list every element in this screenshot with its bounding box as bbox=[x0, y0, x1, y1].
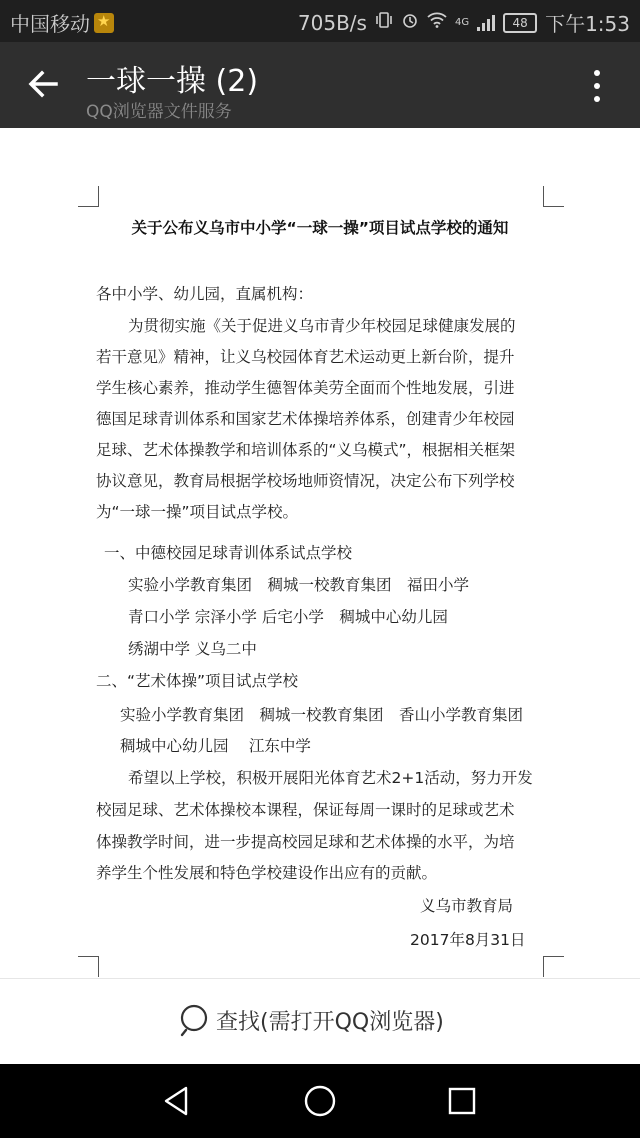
closing-line: 校园足球、艺术体操校本课程，保证每周一课时的足球或艺术 bbox=[96, 801, 515, 819]
more-options-button[interactable] bbox=[580, 64, 614, 108]
document-title: 关于公布义乌市中小学“一球一操”项目试点学校的通知 bbox=[131, 219, 509, 237]
signal-icon bbox=[477, 15, 495, 31]
intro-line: 德国足球青训体系和国家艺术体操培养体系，创建青少年校园 bbox=[96, 410, 515, 428]
find-bar bbox=[0, 978, 640, 1065]
system-nav-bar bbox=[0, 1064, 640, 1138]
closing-line: 体操教学时间，进一步提高校园足球和艺术体操的水平，为培 bbox=[96, 833, 515, 851]
school-list-line: 绣湖中学 义乌二中 bbox=[128, 640, 257, 658]
page-title: 一球一操 (2) bbox=[86, 64, 259, 99]
closing-line: 希望以上学校，积极开展阳光体育艺术2+1活动，努力开发 bbox=[128, 769, 533, 787]
nav-home-button[interactable] bbox=[303, 1084, 337, 1118]
triangle-back-icon bbox=[160, 1084, 194, 1118]
wifi-icon bbox=[427, 12, 447, 33]
carrier-badge-icon bbox=[94, 13, 114, 33]
intro-line: 足球、艺术体操教学和培训体系的“义乌模式”，根据相关框架 bbox=[96, 441, 516, 459]
back-button[interactable] bbox=[22, 62, 66, 106]
intro-line: 为贯彻实施《关于促进义乌市青少年校园足球健康发展的 bbox=[128, 317, 516, 335]
find-label: 查找(需打开QQ浏览器) bbox=[216, 1009, 444, 1035]
intro-line: 为“一球一操”项目试点学校。 bbox=[96, 503, 299, 521]
school-list-line: 实验小学教育集团 稠城一校教育集团 香山小学教育集团 bbox=[120, 706, 524, 724]
network-type: 4G bbox=[454, 17, 470, 28]
school-list-line: 实验小学教育集团 稠城一校教育集团 福田小学 bbox=[128, 576, 470, 594]
status-bar-right bbox=[298, 8, 630, 37]
find-button[interactable] bbox=[178, 1003, 444, 1037]
crop-mark-top-left bbox=[78, 186, 99, 207]
crop-mark-bottom-left bbox=[78, 956, 99, 977]
issue-date: 2017年8月31日 bbox=[410, 931, 526, 949]
search-icon bbox=[178, 1003, 210, 1037]
crop-mark-bottom-right bbox=[543, 956, 564, 977]
square-recents-icon bbox=[445, 1084, 479, 1118]
status-bar-left bbox=[10, 8, 114, 37]
battery-level: 48 bbox=[512, 15, 528, 30]
section-heading-1: 一、中德校园足球青训体系试点学校 bbox=[104, 544, 353, 562]
network-speed: 705B/s bbox=[297, 10, 367, 35]
intro-line: 学生核心素养，推动学生德智体美劳全面而个性地发展，引进 bbox=[96, 379, 515, 397]
intro-line: 若干意见》精神，让义乌校园体育艺术运动更上新台阶，提升 bbox=[96, 348, 515, 366]
status-time: 下午1:53 bbox=[545, 12, 630, 36]
salutation: 各中小学、幼儿园，直属机构： bbox=[96, 285, 314, 303]
section-heading-2: 二、“艺术体操”项目试点学校 bbox=[96, 672, 299, 690]
battery-icon bbox=[503, 13, 537, 33]
intro-line: 协议意见，教育局根据学校场地师资情况，决定公布下列学校 bbox=[96, 472, 515, 490]
issuer: 义乌市教育局 bbox=[420, 897, 514, 915]
nav-back-button[interactable] bbox=[160, 1084, 194, 1118]
document-viewer[interactable] bbox=[0, 128, 640, 978]
status-bar bbox=[0, 0, 640, 42]
closing-line: 养学生个性发展和特色学校建设作出应有的贡献。 bbox=[96, 864, 438, 882]
carrier-label: 中国移动 bbox=[10, 12, 90, 36]
arrow-left-icon bbox=[22, 62, 66, 106]
page-subtitle: QQ浏览器文件服务 bbox=[86, 102, 232, 122]
school-list-line: 青口小学 宗泽小学 后宅小学 稠城中心幼儿园 bbox=[128, 608, 448, 626]
crop-mark-top-right bbox=[543, 186, 564, 207]
school-list-line: 稠城中心幼儿园 江东中学 bbox=[120, 737, 311, 755]
nav-recents-button[interactable] bbox=[445, 1084, 479, 1118]
vibrate-icon bbox=[375, 11, 393, 34]
app-bar bbox=[0, 42, 640, 128]
alarm-icon bbox=[401, 11, 419, 34]
circle-home-icon bbox=[303, 1084, 337, 1118]
